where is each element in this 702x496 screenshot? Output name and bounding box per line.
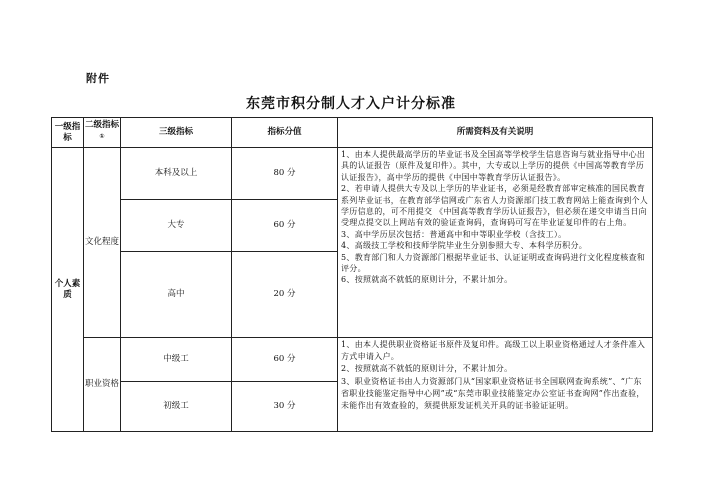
level3-item: 本科及以上: [121, 148, 232, 200]
header-level3: 三级指标: [121, 118, 232, 148]
note-line: 1、由本人提供最高学历的毕业证书及全国高等学校学生信息咨询与就业指导中心出具的认证报告（原件及复印件）。其中，大专或以上学历的提供《中国高等教育学历认证报告》，高中学历的提供《中国中等教育学历认证报告》。: [341, 150, 646, 182]
level3-item: 初级工: [121, 382, 232, 432]
note-line: 3、职业资格证书由人力资源部门从“国家职业资格证书全国联网查询系统”、“广东省职业技能鉴定指导中心网”或“东莞市职业技能鉴定办公室证书查询网”作出查验，未能作出有效查验的，须提供原发证机关开具的证书验证证明。: [341, 376, 645, 411]
score-value: 80 分: [232, 148, 338, 200]
notes-education: [338, 148, 653, 338]
note-line: 5、教育部门和人力资源部门根据毕业证书、认证证明或查询码进行文化程度核查和评分。: [341, 252, 646, 274]
note-line: 1、由本人提供职业资格证书原件及复印件。高级工以上职业资格通过人才条件准入方式申请入户。: [341, 340, 646, 362]
footnote-mark: ①: [99, 132, 105, 140]
table-header-row: [52, 118, 653, 148]
scoring-table: [51, 117, 653, 432]
note-line: 3、高中学历层次包括：普通高中和中等职业学校（含技工）。: [341, 229, 567, 239]
header-level2: [84, 118, 121, 148]
score-value: 60 分: [232, 338, 338, 382]
note-line: 4、高级技工学校和技师学院毕业生分别参照大专、本科学历积分。: [341, 241, 588, 251]
group-name-education: 文化程度: [84, 148, 121, 338]
header-level1: 一级指标: [52, 118, 84, 148]
notes-vocational: [338, 338, 653, 432]
note-line: 2、若申请人提供大专及以上学历的毕业证书，必须是经教育部审定核准的国民教育系列毕业证书，在教育部学信网或广东省人力资源部门技工教育网站上能查询到个人学历信息的，可不用提交 《中国高等教育学历认证报告》，但必须在递交申请当日向受理点提交以上网站有效的验证查询码，查询码可写在毕业证复印件的右上角。: [341, 184, 649, 228]
level3-item: 高中: [121, 252, 232, 338]
header-notes: 所需资料及有关说明: [338, 118, 653, 148]
level3-item: 中级工: [121, 338, 232, 382]
table-row: [52, 148, 653, 200]
document-title: 东莞市积分制人才入户计分标准: [246, 96, 456, 112]
attachment-label: 附件: [86, 72, 110, 85]
level3-item: 大专: [121, 200, 232, 252]
group-name-vocational: 职业资格: [84, 338, 121, 432]
header-level2-text: 二级指标: [84, 119, 119, 130]
score-value: 20 分: [232, 252, 338, 338]
note-line: 2、按照就高不就低的原则计分，不累计加分。: [341, 364, 513, 374]
score-value: 60 分: [232, 200, 338, 252]
category-cell: 个人素质: [52, 148, 84, 432]
header-score: 指标分值: [232, 118, 338, 148]
score-value: 30 分: [232, 382, 338, 432]
note-line: 6、按照就高不就低的原则计分，不累计加分。: [341, 275, 513, 285]
table-row: [52, 338, 653, 382]
